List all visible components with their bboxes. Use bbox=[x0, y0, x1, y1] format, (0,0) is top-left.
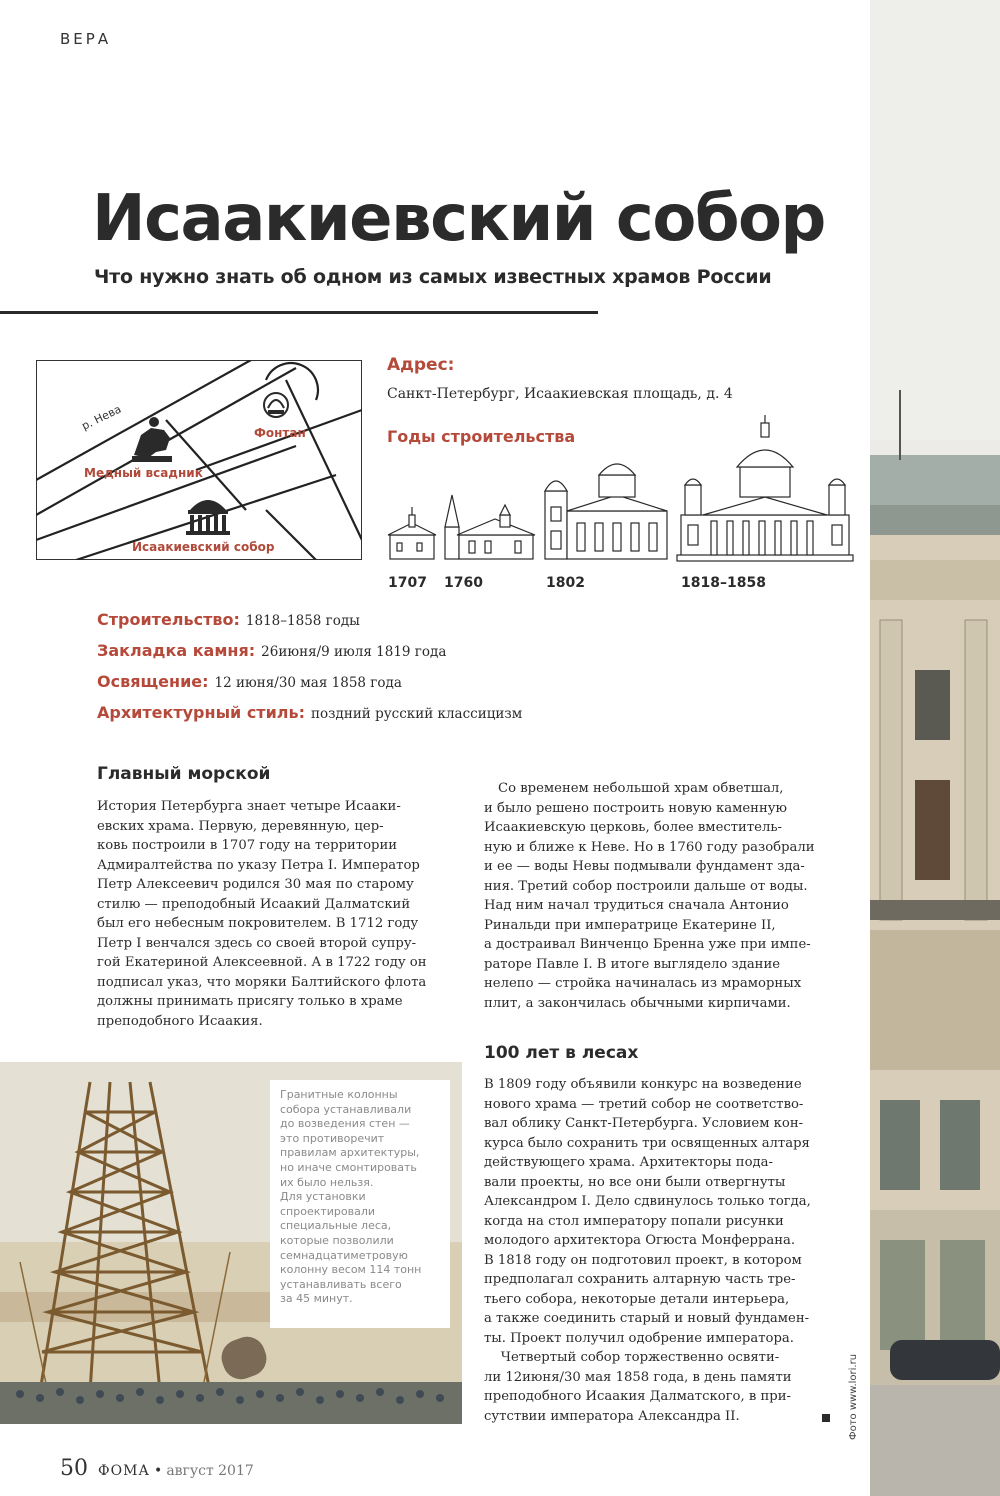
article-column-3 bbox=[484, 1075, 811, 1426]
fact-value: 12 июня/30 мая 1858 года bbox=[214, 675, 402, 691]
year-label: 1802 bbox=[546, 575, 585, 591]
building-photo bbox=[870, 0, 1000, 1496]
map-label-cathedral: Исаакиевский собор bbox=[132, 540, 275, 554]
text-line: молодого архитектора Огюста Монферрана. bbox=[484, 1233, 796, 1248]
fact-foundation-stone bbox=[97, 641, 446, 660]
page-number: 50 bbox=[60, 1456, 88, 1481]
caption-line: специальные леса, bbox=[280, 1219, 392, 1233]
text-line: курса было сохранить три освященных алтаря bbox=[484, 1135, 810, 1151]
fountain-icon bbox=[264, 393, 288, 417]
text-line: Исаакиевскую церковь, более вместитель- bbox=[484, 820, 782, 835]
page-subtitle: Что нужно знать об одном из самых известных храмов России bbox=[94, 266, 772, 288]
text-line: Над ним начал трудиться сначала Антонио bbox=[484, 898, 789, 913]
fact-label: Архитектурный стиль: bbox=[97, 703, 306, 722]
text-line: вали проекты, но все они были отвергнуты bbox=[484, 1174, 786, 1190]
text-line: был его небесным покровителем. В 1712 году bbox=[97, 916, 419, 931]
text-line: сутствии императора Александра II. bbox=[484, 1408, 740, 1424]
text-line: а достраивал Винченцо Бренна уже при импе- bbox=[484, 937, 811, 952]
fact-consecration bbox=[97, 672, 402, 691]
caption-line: это противоречит bbox=[280, 1131, 385, 1145]
caption-line: которые позволили bbox=[280, 1233, 394, 1247]
text-line: и было решено построить новую каменную bbox=[484, 800, 787, 816]
issue-date: август 2017 bbox=[166, 1463, 254, 1479]
year-label: 1707 bbox=[388, 575, 427, 591]
text-line: нелепо — стройка начиналась из мраморных bbox=[484, 976, 802, 991]
text-line: когда на стол императору попали рисунки bbox=[484, 1213, 784, 1229]
text-line: действующего храма. Архитекторы пода- bbox=[484, 1155, 773, 1170]
text-line: ли 12июня/30 мая 1858 года, в день памяти bbox=[484, 1369, 792, 1385]
section-heading-main: Главный морской bbox=[97, 764, 271, 784]
caption-line: Гранитные колонны bbox=[280, 1088, 398, 1101]
page-title: Исаакиевский собор bbox=[92, 182, 825, 256]
title-divider bbox=[0, 311, 598, 314]
caption-line: спроектировали bbox=[280, 1204, 376, 1218]
fact-label: Освящение: bbox=[97, 672, 209, 691]
text-line: ты. Проект получил одобрение императора. bbox=[484, 1330, 794, 1346]
map-label-river: р. Нева bbox=[79, 402, 124, 433]
text-line: Четвертый собор торжественно освяти- bbox=[484, 1350, 780, 1365]
fact-value: 26июня/9 июля 1819 года bbox=[261, 644, 447, 660]
text-line: стилю — преподобный Исаакий Далматский bbox=[97, 896, 411, 912]
image-caption bbox=[270, 1080, 450, 1328]
text-line: Александром I. Дело сдвинулось только тогда, bbox=[484, 1194, 811, 1209]
caption-line: собора устанавливали bbox=[280, 1102, 412, 1116]
fact-label: Строительство: bbox=[97, 610, 240, 629]
caption-line: колонну весом 114 тонн bbox=[280, 1263, 422, 1277]
text-line: предполагал сохранить алтарную часть тре- bbox=[484, 1272, 796, 1287]
fact-value: поздний русский классицизм bbox=[311, 706, 523, 722]
footer-separator: • bbox=[154, 1463, 163, 1479]
text-line: нового храма — третий собор не соответство- bbox=[484, 1096, 804, 1112]
map-label-fountain: Фонтан bbox=[254, 426, 306, 440]
text-line: гой Екатериной Алексеевной. А в 1722 году он bbox=[97, 955, 427, 970]
text-line: подписал указ, что моряки Балтийского флота bbox=[97, 974, 427, 990]
year-label: 1760 bbox=[444, 575, 483, 591]
fact-value: 1818–1858 годы bbox=[245, 613, 360, 629]
caption-line: правилам архитектуры, bbox=[280, 1146, 420, 1160]
text-line: преподобного Исаакия. bbox=[97, 1013, 263, 1029]
years-heading: Годы строительства bbox=[387, 427, 576, 446]
text-line: преподобного Исаакия Далматского, в при- bbox=[484, 1389, 791, 1404]
text-line: и ее — воды Невы подмывали фундамент зда- bbox=[484, 859, 805, 874]
location-map bbox=[36, 360, 362, 560]
text-line: а также соединить старый и новый фундамен- bbox=[484, 1311, 810, 1326]
text-line: ковь построили в 1707 году на территории bbox=[97, 838, 398, 853]
article-column-2 bbox=[484, 779, 815, 1013]
fact-architectural-style bbox=[97, 703, 522, 722]
text-line: тьего собора, некоторые детали интерьера, bbox=[484, 1291, 790, 1307]
page-footer bbox=[60, 1456, 254, 1481]
text-line: Адмиралтейства по указу Петра I. Император bbox=[97, 857, 420, 873]
text-line: Петр Алексеевич родился 30 мая по старому bbox=[97, 877, 414, 892]
year-label: 1818–1858 bbox=[681, 575, 766, 591]
text-line: Ринальди при императрице Екатерине II, bbox=[484, 917, 776, 933]
caption-line: их было нельзя. bbox=[280, 1175, 374, 1189]
caption-line: устанавливать всего bbox=[280, 1277, 402, 1291]
caption-line: но иначе смонтировать bbox=[280, 1160, 417, 1174]
church-1802-icon bbox=[545, 464, 667, 559]
text-line: евских храма. Первую, деревянную, цер- bbox=[97, 818, 384, 834]
church-1818-1858-icon bbox=[677, 415, 853, 561]
text-line: В 1809 году объявили конкурс на возведение bbox=[484, 1077, 802, 1092]
text-line: ния. Третий собор построили дальше от воды. bbox=[484, 878, 808, 894]
church-1707-icon bbox=[388, 507, 436, 559]
magazine-name: ФОМА bbox=[98, 1463, 151, 1479]
caption-line: за 45 минут. bbox=[280, 1292, 353, 1306]
text-line: ную и ближе к Неве. Но в 1760 году разобрали bbox=[484, 839, 815, 855]
address-heading: Адрес: bbox=[387, 355, 455, 375]
text-line: плит, а закончилась обычными кирпичами. bbox=[484, 995, 791, 1011]
photo-credit: Фото www.lori.ru bbox=[848, 1353, 859, 1440]
text-line: История Петербурга знает четыре Исааки- bbox=[97, 799, 401, 814]
church-evolution-illustration bbox=[385, 415, 855, 565]
map-label-bronze-horseman: Медный всадник bbox=[84, 466, 203, 480]
text-line: Петр I венчался здесь со своей второй супру- bbox=[97, 935, 417, 951]
text-line: должны принимать присягу только в храме bbox=[97, 994, 403, 1009]
text-line: вал облику Санкт-Петербурга. Условием кон- bbox=[484, 1116, 804, 1131]
caption-line: Для установки bbox=[280, 1190, 366, 1204]
article-end-mark bbox=[822, 1414, 830, 1422]
section-label: ВЕРА bbox=[60, 30, 112, 48]
text-line: раторе Павле I. В итоге выглядело здание bbox=[484, 956, 781, 972]
caption-line: до возведения стен — bbox=[280, 1117, 410, 1131]
article-column-1 bbox=[97, 797, 427, 1031]
caption-line: семнадцатиметровую bbox=[280, 1248, 408, 1262]
fact-construction bbox=[97, 610, 360, 629]
section-heading-scaffolding: 100 лет в лесах bbox=[484, 1043, 639, 1063]
text-line: В 1818 году он подготовил проект, в котором bbox=[484, 1252, 802, 1268]
church-1760-icon bbox=[445, 495, 535, 559]
text-line: Со временем небольшой храм обветшал, bbox=[498, 781, 784, 796]
fact-label: Закладка камня: bbox=[97, 641, 256, 660]
address-text: Санкт-Петербург, Исаакиевская площадь, д. 4 bbox=[387, 386, 733, 402]
